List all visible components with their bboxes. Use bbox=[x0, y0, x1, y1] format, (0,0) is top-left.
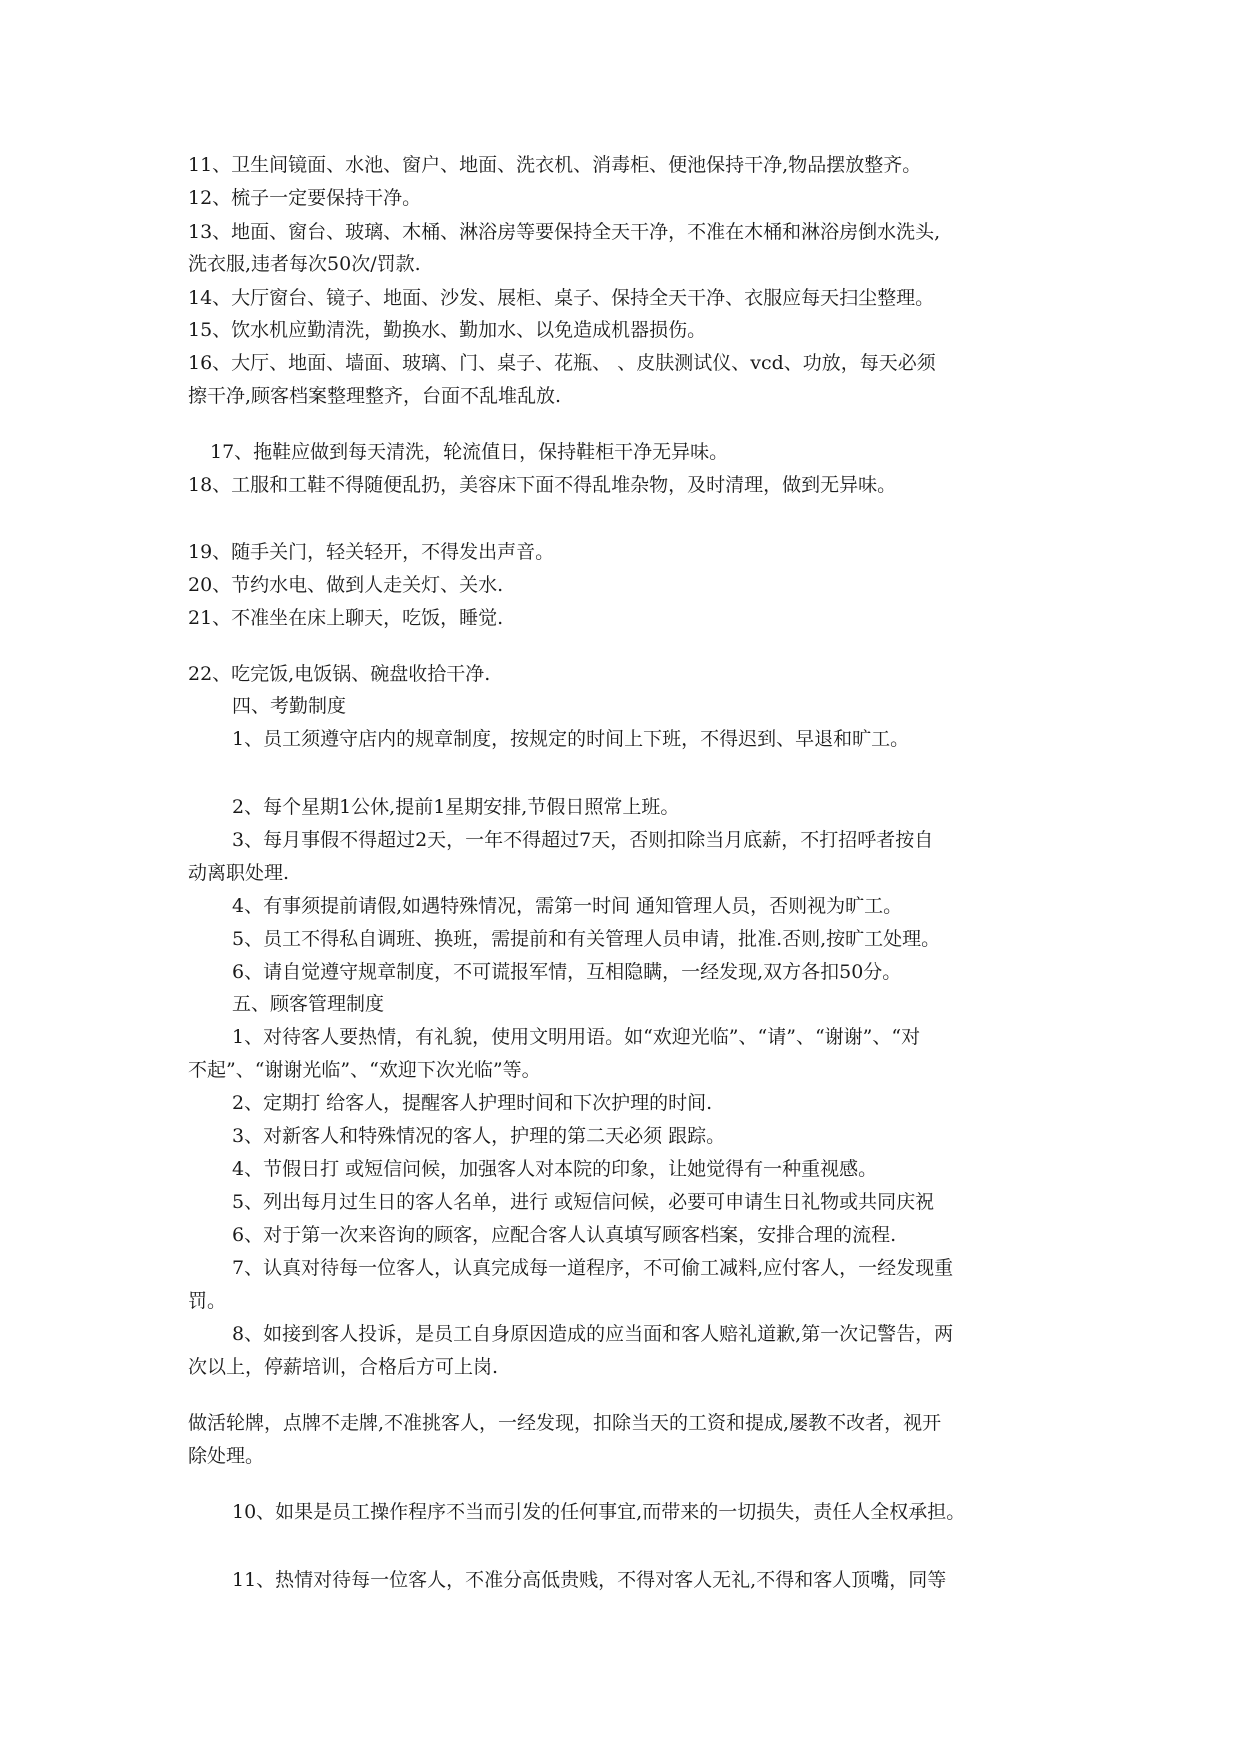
text-line: 20、节约水电、做到人走关灯、关水. bbox=[188, 574, 504, 596]
text-line: 12、梳子一定要保持干净。 bbox=[188, 187, 422, 209]
text-line: 8、如接到客人投诉，是员工自身原因造成的应当面和客人赔礼道歉,第一次记警告，两 bbox=[232, 1323, 954, 1345]
text-line: 21、不准坐在床上聊天，吃饭，睡觉. bbox=[188, 607, 504, 629]
text-line: 洗衣服,违者每次50次/罚款. bbox=[188, 253, 421, 275]
text-line: 1、员工须遵守店内的规章制度，按规定的时间上下班，不得迟到、早退和旷工。 bbox=[232, 728, 910, 750]
text-line: 不起”、“谢谢光临”、“欢迎下次光临”等。 bbox=[188, 1059, 541, 1081]
text-line: 1、对待客人要热情，有礼貌，使用文明用语。如“欢迎光临”、“请”、“谢谢”、“对 bbox=[232, 1026, 921, 1048]
text-line: 17、拖鞋应做到每天清洗，轮流值日，保持鞋柜干净无异味。 bbox=[210, 441, 729, 463]
text-line: 做活轮牌，点牌不走牌,不准挑客人，一经发现，扣除当天的工资和提成,屡教不改者，视开 bbox=[188, 1412, 942, 1434]
text-line: 次以上，停薪培训，合格后方可上岗. bbox=[188, 1356, 499, 1378]
text-line: 10、如果是员工操作程序不当而引发的任何事宜,而带来的一切损失，责任人全权承担。 bbox=[232, 1501, 966, 1523]
section-heading: 五、顾客管理制度 bbox=[232, 993, 385, 1015]
text-line: 3、每月事假不得超过2天，一年不得超过7天，否则扣除当月底薪，不打招呼者按自 bbox=[232, 829, 934, 851]
text-line: 动离职处理. bbox=[188, 862, 290, 884]
text-line: 14、大厅窗台、镜子、地面、沙发、展柜、桌子、保持全天干净、衣服应每天扫尘整理。 bbox=[188, 287, 935, 309]
text-line: 5、员工不得私自调班、换班，需提前和有关管理人员申请，批准.否则,按旷工处理。 bbox=[232, 928, 941, 950]
text-line: 除处理。 bbox=[188, 1445, 265, 1467]
text-line: 11、热情对待每一位客人，不准分高低贵贱，不得对客人无礼,不得和客人顶嘴，同等 bbox=[232, 1569, 947, 1591]
text-line: 7、认真对待每一位客人，认真完成每一道程序，不可偷工减料,应付客人，一经发现重 bbox=[232, 1257, 954, 1279]
text-line: 2、定期打 给客人，提醒客人护理时间和下次护理的时间. bbox=[232, 1092, 713, 1114]
text-line: 16、大厅、地面、墙面、玻璃、门、桌子、花瓶、 、皮肤测试仪、vcd、功放，每天必须 bbox=[188, 352, 936, 374]
text-line: 5、列出每月过生日的客人名单，进行 或短信问候，必要可申请生日礼物或共同庆祝 bbox=[232, 1191, 935, 1213]
text-line: 13、地面、窗台、玻璃、木桶、淋浴房等要保持全天干净，不准在木桶和淋浴房倒水洗头, bbox=[188, 221, 941, 243]
text-line: 6、对于第一次来咨询的顾客，应配合客人认真填写顾客档案，安排合理的流程. bbox=[232, 1224, 897, 1246]
text-line: 4、有事须提前请假,如遇特殊情况，需第一时间 通知管理人员，否则视为旷工。 bbox=[232, 895, 903, 917]
text-line: 22、吃完饭,电饭锅、碗盘收拾干净. bbox=[188, 663, 491, 685]
text-line: 19、随手关门，轻关轻开，不得发出声音。 bbox=[188, 541, 555, 563]
text-line: 2、每个星期1公休,提前1星期安排,节假日照常上班。 bbox=[232, 796, 680, 818]
text-line: 18、工服和工鞋不得随便乱扔，美容床下面不得乱堆杂物，及时清理，做到无异味。 bbox=[188, 474, 897, 496]
text-line: 4、节假日打 或短信问候，加强客人对本院的印象，让她觉得有一种重视感。 bbox=[232, 1158, 878, 1180]
section-heading: 四、考勤制度 bbox=[232, 695, 347, 717]
text-line: 擦干净,顾客档案整理整齐，台面不乱堆乱放. bbox=[188, 385, 562, 407]
text-line: 3、对新客人和特殊情况的客人，护理的第二天必须 跟踪。 bbox=[232, 1125, 726, 1147]
text-line: 罚。 bbox=[188, 1290, 227, 1312]
text-line: 11、卫生间镜面、水池、窗户、地面、洗衣机、消毒柜、便池保持干净,物品摆放整齐。 bbox=[188, 154, 922, 176]
text-line: 15、饮水机应勤清洗，勤换水、勤加水、以免造成机器损伤。 bbox=[188, 319, 707, 341]
text-line: 6、请自觉遵守规章制度，不可谎报军情，互相隐瞒，一经发现,双方各扣50分。 bbox=[232, 961, 902, 983]
